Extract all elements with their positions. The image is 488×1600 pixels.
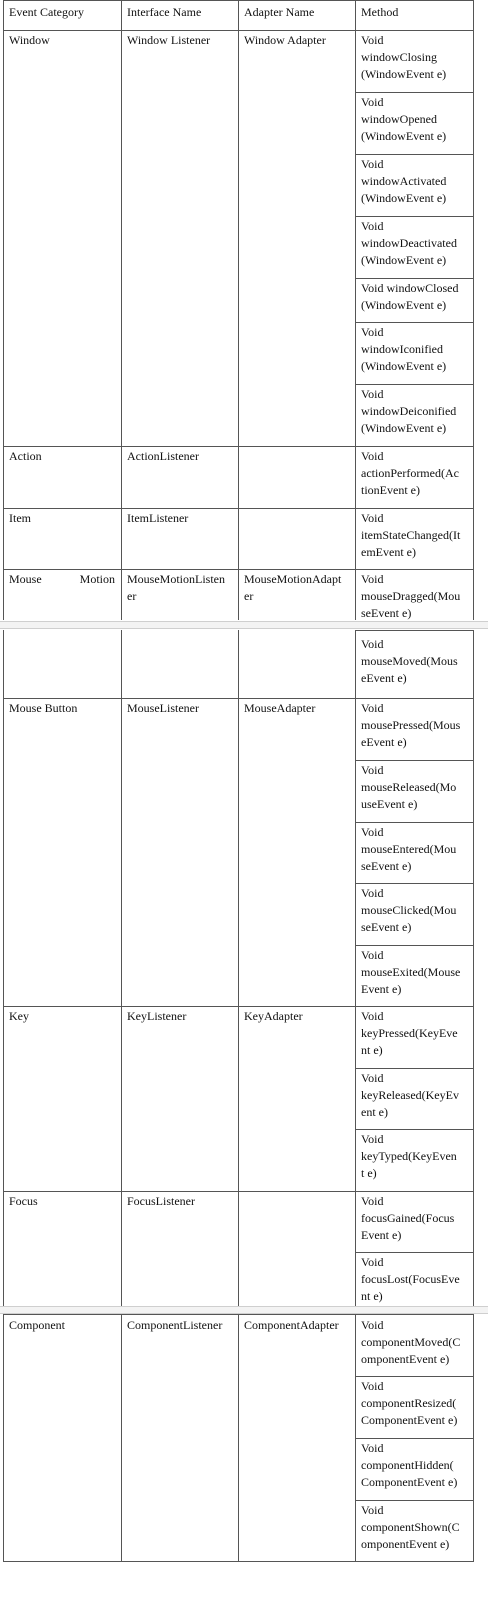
page-break [0, 1306, 488, 1314]
method-divider [355, 1252, 474, 1253]
method-cell: Void windowIconified (WindowEvent e) [361, 325, 447, 373]
table-segment-3 [3, 1314, 474, 1562]
adapter-mouse-button: MouseAdapter [244, 701, 316, 715]
row-divider [3, 508, 474, 509]
method-cell: Void componentResized( ComponentEvent e) [361, 1379, 458, 1427]
method-cell: Void mouseReleased(Mo useEvent e) [361, 763, 457, 811]
header-method: Method [361, 5, 399, 19]
interface-focus: FocusListener [127, 1194, 195, 1208]
interface-key: KeyListener [127, 1009, 187, 1023]
interface-action: ActionListener [127, 449, 199, 463]
method-cell: Void mouseDragged(Mou seEvent e) [361, 572, 461, 620]
method-divider [355, 216, 474, 217]
row-divider [3, 569, 474, 570]
interface-window: Window Listener [127, 33, 211, 47]
row-divider [3, 446, 474, 447]
method-cell: Void keyTyped(KeyEven t e) [361, 1132, 457, 1180]
column-divider [238, 630, 239, 1312]
method-cell: Void windowOpened (WindowEvent e) [361, 95, 447, 143]
method-divider [355, 322, 474, 323]
category-window: Window [9, 33, 50, 47]
method-divider [355, 278, 474, 279]
method-cell: Void mouseEntered(Mou seEvent e) [361, 825, 457, 873]
method-divider [355, 883, 474, 884]
method-cell: Void mouseExited(Mouse Event e) [361, 948, 461, 996]
method-cell: Void focusGained(Focus Event e) [361, 1194, 455, 1242]
method-cell: Void windowActivated (WindowEvent e) [361, 157, 447, 205]
category-key: Key [9, 1009, 29, 1023]
table-border [473, 630, 474, 1312]
method-divider [355, 822, 474, 823]
method-divider [355, 1438, 474, 1439]
method-cell: Void componentHidden( ComponentEvent e) [361, 1441, 458, 1489]
category-item: Item [9, 511, 31, 525]
column-divider [121, 630, 122, 1312]
method-divider [355, 760, 474, 761]
method-cell: Void mousePressed(Mous eEvent e) [361, 701, 461, 749]
method-cell: Void windowDeiconified (WindowEvent e) [361, 387, 457, 435]
method-cell: Void windowClosing (WindowEvent e) [361, 33, 447, 81]
method-cell: Void componentMoved(C omponentEvent e) [361, 1318, 461, 1366]
row-divider [3, 1006, 474, 1007]
method-divider [355, 945, 474, 946]
header-interface-name: Interface Name [127, 5, 202, 19]
table-segment-2 [3, 630, 474, 1312]
category-focus: Focus [9, 1194, 38, 1208]
row-divider [3, 30, 474, 31]
row-divider [3, 698, 474, 699]
method-cell: Void windowDeactivated (WindowEvent e) [361, 219, 457, 267]
table-segment-1 [3, 0, 474, 620]
method-cell: Void mouseMoved(Mous eEvent e) [361, 637, 458, 685]
header-event-category: Event Category [9, 5, 84, 19]
column-divider [121, 0, 122, 620]
method-divider [355, 1068, 474, 1069]
row-divider [3, 0, 474, 1]
method-cell: Void componentShown(C omponentEvent e) [361, 1503, 460, 1551]
row-divider [3, 1314, 474, 1315]
method-cell: Void keyPressed(KeyEve nt e) [361, 1009, 458, 1057]
column-divider [355, 0, 356, 620]
method-cell: Void focusLost(FocusEve nt e) [361, 1255, 460, 1303]
method-cell: Void windowClosed (WindowEvent e) [361, 281, 459, 312]
category-word: Motion [79, 572, 115, 586]
adapter-window: Window Adapter [244, 33, 326, 47]
method-divider [355, 92, 474, 93]
page-break [0, 621, 488, 629]
method-divider [355, 1500, 474, 1501]
category-mouse-motion [9, 571, 115, 588]
interface-mouse-motion: MouseMotionListen er [127, 572, 225, 603]
adapter-component: ComponentAdapter [244, 1318, 339, 1332]
adapter-key: KeyAdapter [244, 1009, 303, 1023]
interface-item: ItemListener [127, 511, 189, 525]
method-divider [355, 630, 474, 631]
interface-mouse-button: MouseListener [127, 701, 199, 715]
table-border [3, 1314, 4, 1562]
table-border [473, 0, 474, 620]
row-divider [3, 1191, 474, 1192]
column-divider [355, 630, 356, 1312]
method-divider [355, 154, 474, 155]
category-mouse-button: Mouse Button [9, 701, 78, 715]
method-cell: Void actionPerformed(Ac tionEvent e) [361, 449, 459, 497]
method-cell: Void keyReleased(KeyEv ent e) [361, 1071, 459, 1119]
method-cell: Void mouseClicked(Mou seEvent e) [361, 886, 457, 934]
method-cell: Void itemStateChanged(It emEvent e) [361, 511, 461, 559]
adapter-mouse-motion: MouseMotionAdapt er [244, 572, 342, 603]
column-divider [238, 0, 239, 620]
category-word: Mouse [9, 572, 42, 586]
row-divider [3, 1561, 474, 1562]
method-divider [355, 1129, 474, 1130]
header-adapter-name: Adapter Name [244, 5, 315, 19]
column-divider [121, 1314, 122, 1562]
method-divider [355, 1376, 474, 1377]
column-divider [238, 1314, 239, 1562]
table-border [3, 630, 4, 1312]
table-border [3, 0, 4, 620]
category-component: Component [9, 1318, 65, 1332]
category-action: Action [9, 449, 42, 463]
method-divider [355, 384, 474, 385]
interface-component: ComponentListener [127, 1318, 223, 1332]
